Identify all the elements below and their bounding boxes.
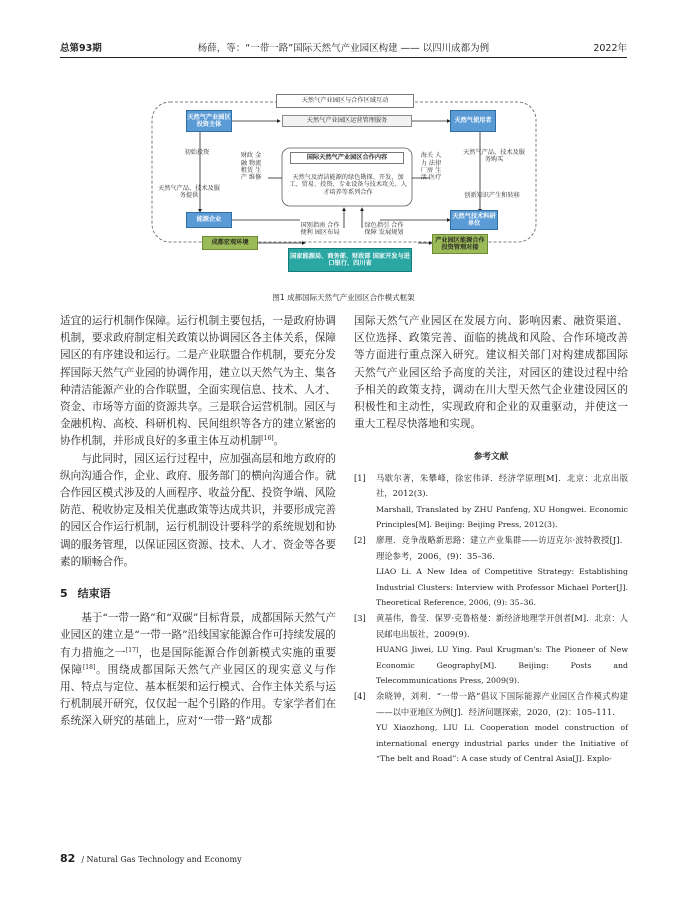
reference-zh: 黄基伟，鲁莹．保罗·克鲁格曼：新经济地理学开创者[M]．北京：人民邮电出版社，2009(9). — [376, 612, 628, 639]
fig-box-energy-enterprise: 能源企业 — [186, 212, 232, 228]
year-label: 2022年 — [593, 43, 627, 54]
section-title: 结束语 — [77, 587, 111, 601]
header-rule — [60, 57, 627, 58]
paragraph-text: 。 — [273, 435, 285, 448]
reference-en: YU Xiaozhong, LIU Li. Cooperation model construction of international energy industrial parks under the Initiative of “The belt and Road”: A case study of Central Asia[J]. Explo- — [376, 723, 628, 764]
reference-zh: 马歇尔著，朱攀峰，徐宏伟译．经济学原理[M]．北京：北京出版社，2012(3). — [376, 472, 628, 499]
reference-item — [354, 611, 628, 689]
paragraph-text: 。围绕成都国际天然气产业园区的现实意义与作用、特点与定位、基本框架和运行模式、合作主体关系与运行机制展开研究，仅仅起一起个引路的作用。专家学者们在系统深入研究的基础上，应对“一带一路”成都 — [60, 663, 337, 728]
fig-label-customs-list: 海关 人力 法律 厂房 生活 医疗 — [420, 152, 442, 182]
page-footer — [60, 852, 242, 865]
fig-box-user: 天然气使用者 — [450, 110, 496, 132]
reference-item — [354, 689, 628, 767]
figure-caption: 图1 成都国际天然气产业园区合作模式框架 — [272, 293, 415, 302]
fig-box-ops-service: 天然气产业园区运营管理服务 — [282, 115, 412, 127]
figure-1 — [150, 88, 538, 284]
fig-box-park-region-interaction: 天然气产业园区与合作区域互动 — [276, 94, 414, 108]
left-column — [60, 313, 336, 731]
reference-item — [354, 533, 628, 611]
fig-label-products-supply: 天然气产品、技术及服务提供 — [158, 184, 220, 199]
reference-zh: 廖理．竞争战略新思路：建立产业集群——访迈克尔·波特教授[J]．理论参考，2006，(9)：35–36. — [376, 535, 628, 561]
fig-label-policy-left: 国别指南 合作便利 园区布局 — [300, 221, 340, 236]
reference-en: LIAO Li. A New Idea of Competitive Strategy: Establishing Industrial Clusters: Interview with Professor Michael Porter[J]. Theoretical Reference, 2006, (9): 35–36. — [376, 567, 628, 608]
paragraph — [60, 313, 336, 451]
fig-label-finance-list: 财政 金融 物流 租赁 生产 维修 — [240, 152, 262, 182]
paragraph-text: 基于“一带一路”和“双碳”目标背景，成都国际天然气产业园区的建立是“一带一路”沿线国家能源合作可持续发展的有力措施之一 — [60, 612, 336, 659]
reference-list — [354, 471, 628, 767]
paragraph-text: ，也是国际能源合作创新模式实施的重要保障 — [60, 646, 337, 676]
paragraph-text: 适宜的运行机制作保障。运行机制主要包括，一是政府协调机制，要求政府制定相关政策以协调园区各主体关系，保障园区的有序建设和运行。二是产业联盟合作机制，要充分发挥国际天然气产业园的协调作用，建立以天然气为主、集各种清洁能源产业的合作联盟，全面实现信息、技术、人才、资金、市场等方面的资源共享。三是联合运营机制。园区与金融机构、高校、科研机构、民间组织等各方的建立紧密的协作机制，并形成良好的多重主体互动机制 — [60, 315, 336, 448]
reference-zh: 余晓钟，刘利．“一带一路”倡议下国际能源产业园区合作模式构建——以中亚地区为例[J]．经济问题探索，2020，(2)：105–111. — [376, 690, 628, 717]
reference-en: Marshall, Translated by ZHU Panfeng, XU Hongwei. Economic Principles[M]. Beijing: Beijing Press, 2012(3). — [376, 504, 628, 530]
fig-box-government: 国家能源局、商务部、财政部 国家开发与进口银行、四川省 — [288, 248, 412, 272]
fig-box-tech-research: 天然气技术科研单位 — [450, 210, 498, 230]
article-short-title: 杨薛，等：“一带一路”国际天然气产业园区构建 —— 以四川成都为例 — [197, 43, 490, 54]
fig-text-coop-detail: 天然气及清洁能源的绿色勘探、开发、加工、贸易、投资、专业设备与技术攻关、人才培养等系列合作 — [289, 173, 407, 196]
citation: [18] — [82, 663, 96, 671]
fig-label-initial-investment: 初始投资 — [184, 149, 210, 157]
citation: [16] — [261, 435, 274, 443]
fig-box-investor: 天然气产业园区投资主体 — [186, 110, 232, 132]
citation: [17] — [125, 646, 139, 654]
fig-box-coop-content: 国际天然气产业园区合作内容 — [290, 152, 404, 164]
journal-name: / Natural Gas Technology and Economy — [81, 855, 242, 864]
page-number: 82 — [60, 852, 76, 865]
reference-number: [3] — [354, 612, 366, 623]
references-heading: 参考文献 — [473, 452, 509, 463]
issue-label: 总第93期 — [60, 43, 102, 54]
running-header — [60, 40, 627, 54]
reference-number: [1] — [354, 472, 366, 483]
fig-label-policy-right: 绿色指引 合作保障 发展规划 — [364, 221, 404, 236]
fig-box-park-investment: 产业园区能源合作投资管理对接 — [432, 234, 488, 254]
right-column — [354, 313, 628, 767]
fig-label-knowledge-transfer: 创新知识产生和转移 — [464, 192, 520, 200]
reference-en: HUANG Jiwei, LU Ying. Paul Krugman's: The Pioneer of New Economic Geography[M]. Beijing: Posts and Telecommunications Press, 2009(9). — [376, 645, 628, 686]
fig-box-chengdu-environment: 成都宏观环境 — [202, 236, 258, 250]
paragraph: 国际天然气产业园区在发展方向、影响因素、融资渠道、区位选择、政策完善、面临的挑战和风险、合作环境改善等方面进行重点深入研究。建议相关部门对构建成都国际天然气产业园区给予高度的关注，对园区的建设过程中给予相关的政策支持，调动在川大型天然气企业建设园区的积极性和主动性，实现政府和企业的双重驱动，并使这一重大工程尽快落地和实现。 — [354, 315, 628, 431]
paragraph: 与此同时，园区运行过程中，应加强高层和地方政府的纵向沟通合作，企业、政府、服务部门的横向沟通合作。就合作园区模式涉及的人画程序、收益分配、投资争端、风险防范、税收协定及相关优惠政策等达成共识，并要形成完善的园区合作运行机制，运行机制设计要科学的系统规划和协调的服务管理，以保证园区资源、技术、人才、资金等各要素的顺畅合作。 — [60, 452, 336, 568]
paragraph — [60, 610, 336, 730]
reference-number: [2] — [354, 535, 366, 545]
reference-number: [4] — [354, 690, 366, 701]
reference-item — [354, 471, 628, 533]
section-heading — [60, 585, 336, 602]
fig-label-products-purchase: 天然气产品、技术及服务购买 — [463, 148, 525, 163]
section-number: 5 — [60, 587, 68, 601]
